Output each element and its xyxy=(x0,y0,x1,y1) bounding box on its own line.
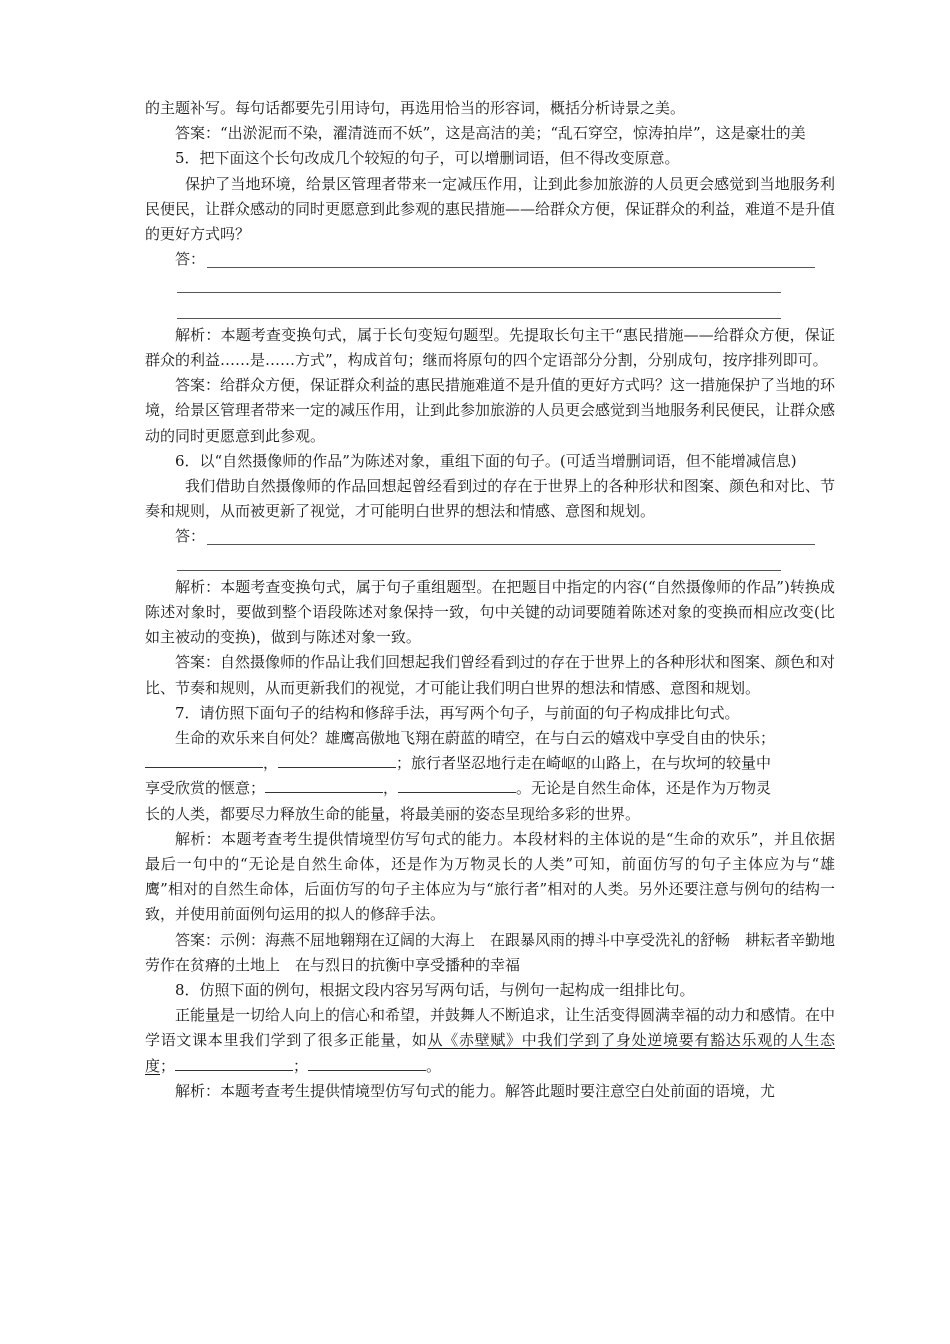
q7-passage-3 xyxy=(145,776,835,801)
q8-sep-2: ； xyxy=(293,1056,309,1075)
q6-answer-label: 答： xyxy=(175,527,206,546)
q7-analysis: 解析：本题考查考生提供情境型仿写句式的能力。本段材料的主体说的是“生命的欢乐”，并且依据最后一句中的“无论是自然生命体，还是作为万物灵长的人类”可知，前面仿写的句子主体应为与“雄鹰”相对的自然生命体，后面仿写的句子主体应为与“旅行者”相对的人类。另外还要注意与例句的结构一致，并使用前面例句运用的拟人的修辞手法。 xyxy=(145,829,835,924)
q8-example-underlined: 从《赤壁赋》中我们学到了身处逆境要有豁达乐观的人生态度 xyxy=(145,1031,835,1075)
q7-answer: 答案：示例：海燕不屈地翱翔在辽阔的大海上 在跟暴风雨的搏斗中享受洗礼的舒畅 耕耘者辛勤地劳作在贫瘠的土地上 在与烈日的抗衡中享受播种的幸福 xyxy=(145,930,836,974)
q8-blank-1[interactable] xyxy=(175,1056,293,1071)
q5-analysis: 解析：本题考查变换句式，属于长句变短句题型。先提取长句主干“惠民措施——给群众方便，保证群众的利益……是……方式”，构成首句；继而将原句的四个定语部分分割，分别成句，按序排列即可。 xyxy=(145,325,835,369)
q8-sep-1: ； xyxy=(160,1056,176,1075)
q8-analysis: 解析：本题考查考生提供情境型仿写句式的能力。解答此题时要注意空白处前面的语境，尤 xyxy=(175,1081,776,1100)
q5-answer-line-2[interactable] xyxy=(145,272,835,297)
q8-end: 。 xyxy=(426,1056,442,1075)
q7-blank-1[interactable] xyxy=(145,753,263,768)
q6-stem: 6．以“自然摄像师的作品”为陈述对象，重组下面的句子。(可适当增删词语，但不能增减信息) xyxy=(175,451,797,470)
q6-passage: 我们借助自然摄像师的作品回想起曾经看到过的存在于世界上的各种形状和图案、颜色和对比、节奏和规则，从而被更新了视觉，才可能明白世界的想法和情感、意图和规划。 xyxy=(145,477,835,521)
q8-passage xyxy=(145,1003,835,1079)
q8-passage-start: 正能量是一切给人向上的信心和希望，并鼓舞人不断追求，让生活变得圆满幸福的动力和感情。在中学语文课本里我们学到了很多正能量，如 xyxy=(145,1006,836,1050)
q7-blank-2[interactable] xyxy=(278,753,396,768)
q5-answer-rule-1 xyxy=(207,267,815,268)
q7-passage-4: 长的人类，都要尽力释放生命的能量，将最美丽的姿态呈现给多彩的世界。 xyxy=(145,804,641,823)
q7-blank-4[interactable] xyxy=(398,778,516,793)
q7-passage-1: 生命的欢乐来自何处？雄鹰高傲地飞翔在蔚蓝的晴空，在与白云的嬉戏中享受自由的快乐； xyxy=(175,729,776,747)
q7-stem: 7．请仿照下面句子的结构和修辞手法，再写两个句子，与前面的句子构成排比句式。 xyxy=(175,703,740,722)
intro-line: 的主题补写。每句话都要先引用诗句，再选用恰当的形容词，概括分析诗景之美。 xyxy=(145,99,686,117)
prev-answer: 答案：“出淤泥而不染，濯清涟而不妖”，这是高洁的美；“乱石穿空，惊涛拍岸”，这是豪壮的美 xyxy=(175,124,806,143)
q6-answer: 答案：自然摄像师的作品让我们回想起我们曾经看到过的存在于世界上的各种形状和图案、颜色和对比、节奏和规则，从而更新我们的视觉，才可能让我们明白世界的想法和情感、意图和规划。 xyxy=(145,653,836,697)
document-page xyxy=(145,96,835,1104)
q5-answer-rule-3 xyxy=(177,318,781,319)
q7-sep-1: ， xyxy=(263,754,279,773)
q8-stem: 8．仿照下面的例句，根据文段内容另写两句话，与例句一起构成一组排比句。 xyxy=(175,981,695,1000)
q7-passage-2-tail: ；旅行者坚忍地行走在崎岖的山路上，在与坎坷的较量中 xyxy=(396,754,772,773)
q5-passage: 保护了当地环境，给景区管理者带来一定减压作用，让到此参加旅游的人员更会感觉到当地服务利民便民，让群众感动的同时更愿意到此参观的惠民措施——给群众方便，保证群众的利益，难道不是升值的更好方式吗？ xyxy=(145,174,836,244)
q6-answer-line-2[interactable] xyxy=(145,550,835,575)
q7-passage-3-tail: 。无论是自然生命体，还是作为万物灵 xyxy=(516,779,772,798)
q5-answer-label: 答： xyxy=(175,250,206,269)
q8-blank-2[interactable] xyxy=(308,1056,426,1071)
q5-answer-line-3[interactable] xyxy=(145,298,835,323)
q7-passage-3-head: 享受欣赏的惬意； xyxy=(145,779,266,798)
q7-passage-2 xyxy=(145,751,835,776)
q7-sep-2: ， xyxy=(383,779,399,798)
q6-answer-rule-2 xyxy=(177,570,781,571)
q5-stem: 5．把下面这个长句改成几个较短的句子，可以增删词语，但不得改变原意。 xyxy=(175,149,680,168)
q5-answer-line-1[interactable] xyxy=(145,247,835,272)
q6-answer-line-1[interactable] xyxy=(145,524,835,549)
q6-answer-rule-1 xyxy=(207,544,815,545)
q6-analysis: 解析：本题考查变换句式，属于句子重组题型。在把题目中指定的内容(“自然摄像师的作品”)转换成陈述对象时，要做到整个语段陈述对象保持一致，句中关键的动词要随着陈述对象的变换而相应改变(比如主被动的变换)，做到与陈述对象一致。 xyxy=(145,577,835,647)
q5-answer: 答案：给群众方便，保证群众利益的惠民措施难道不是升值的更好方式吗？这一措施保护了当地的环境，给景区管理者带来一定的减压作用，让到此参加旅游的人员更会感觉到当地服务利民便民，让群众感动的同时更愿意到此参观。 xyxy=(145,376,836,445)
q7-blank-3[interactable] xyxy=(265,778,383,793)
q5-answer-rule-2 xyxy=(177,292,781,293)
